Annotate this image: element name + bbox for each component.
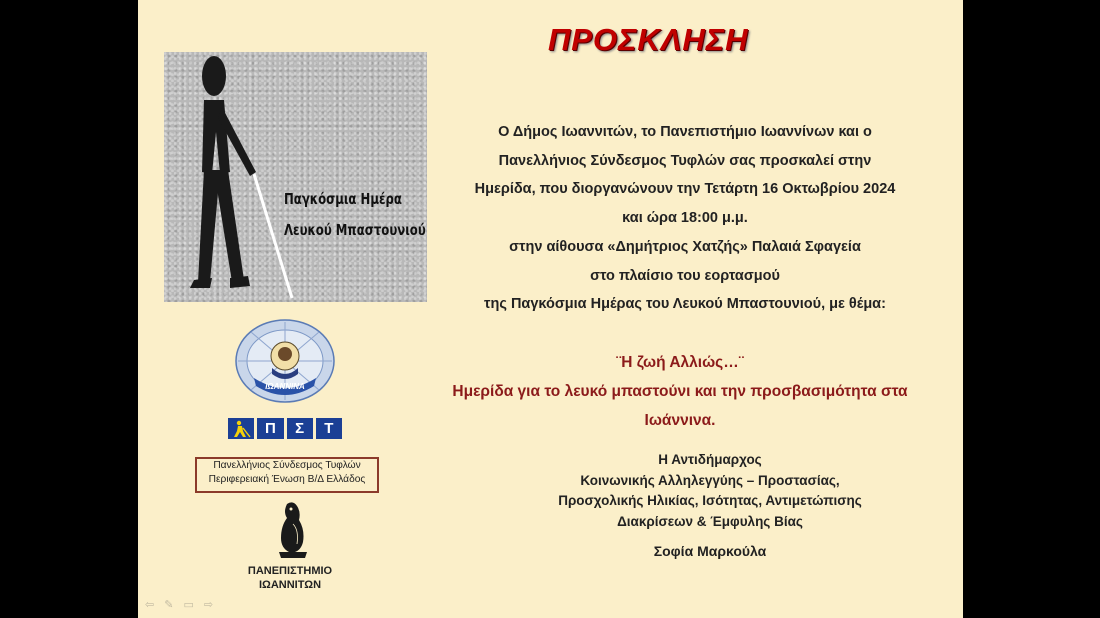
poster-caption-line-1: Παγκόσμια Ημέρα: [284, 190, 402, 208]
signature-line: Προσχολικής Ηλικίας, Ισότητας, Αντιμετώπισης: [558, 493, 862, 508]
invitation-title: ΠΡΟΣΚΛΗΣΗ: [548, 22, 749, 57]
university-name: [230, 564, 350, 592]
body-line: της Παγκόσμια Ημέρας του Λευκού Μπαστουνιού, με θέμα:: [484, 296, 886, 313]
poster-caption-line-2: Λευκού Μπαστουνιού: [284, 221, 426, 239]
pst-letter: Σ: [287, 418, 313, 439]
next-arrow-icon[interactable]: ⇨: [203, 599, 214, 611]
signature-line: Η Αντιδήμαρχος: [658, 452, 762, 467]
pst-logo: [228, 418, 342, 439]
theme-line-2: Ημερίδα για το λευκό μπαστούνι και την προσβασιμότητα στα: [452, 383, 908, 400]
body-line: στην αίθουσα «Δημήτριος Χατζής» Παλαιά Σφαγεία: [509, 238, 861, 255]
menu-icon[interactable]: ▭: [183, 599, 194, 611]
previous-arrow-icon[interactable]: ⇦: [145, 599, 155, 611]
org-box-line-2: Περιφερειακή Ένωση Β/Δ Ελλάδος: [208, 474, 366, 485]
signature-line: Κοινωνικής Αλληλεγγύης – Προστασίας,: [580, 472, 840, 488]
pst-letter: Τ: [316, 418, 342, 439]
body-line: Πανελλήνιος Σύνδεσμος Τυφλών σας προσκαλεί στην: [498, 152, 872, 169]
seal-text: ΙΩΑΝΝΙΝΑ: [265, 382, 305, 391]
blind-association-box: [195, 457, 379, 493]
owl-icon: [271, 500, 313, 558]
ioannina-seal-logo: [234, 318, 336, 404]
invitation-body: [450, 118, 920, 319]
white-cane-day-poster: [164, 52, 427, 302]
signature-line: Διακρίσεων & Έμφυλης Βίας: [617, 513, 803, 529]
body-line: στο πλαίσιο του εορτασμού: [590, 267, 780, 284]
pen-icon[interactable]: ✎: [164, 599, 174, 611]
walking-person-icon: [228, 418, 254, 439]
university-line-2: ΙΩΑΝΝΙΤΩΝ: [258, 579, 322, 591]
body-line: Ο Δήμος Ιωαννιτών, το Πανεπιστήμιο Ιωαννίνων και ο: [498, 124, 872, 140]
slideshow-toolbar: [145, 598, 213, 611]
signature-block: [500, 450, 920, 532]
body-line: Ημερίδα, που διοργανώνουν την Τετάρτη 16 Οκτωβρίου 2024: [474, 181, 896, 198]
body-line: και ώρα 18:00 μ.μ.: [622, 210, 748, 227]
blind-person-figure: [164, 52, 427, 302]
pst-letter: Π: [257, 418, 283, 439]
signer-name: Σοφία Μαρκούλα: [653, 543, 767, 559]
university-line-1: ΠΑΝΕΠΙΣΤΗΜΙΟ: [247, 565, 333, 577]
theme-line-3: Ιωάννινα.: [644, 412, 716, 429]
org-box-line-1: Πανελλήνιος Σύνδεσμος Τυφλών: [213, 460, 361, 471]
theme-line-1: ¨Η ζωή Αλλιώς…¨: [616, 354, 744, 371]
event-theme: [440, 348, 920, 435]
poster-caption: [284, 184, 426, 246]
